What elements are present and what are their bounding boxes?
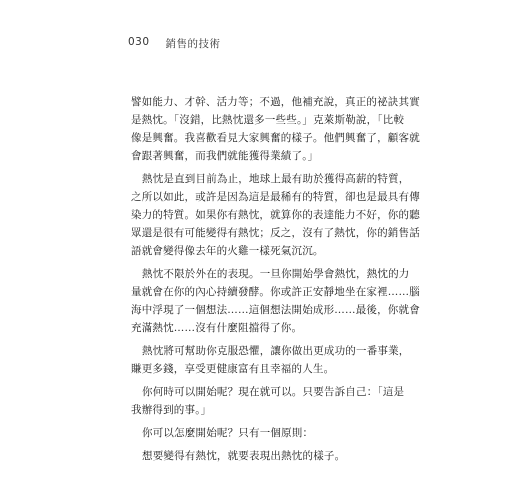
text-line: 熱忱是直到目前為止，地球上最有助於獲得高薪的特質，: [142, 173, 410, 185]
text-line: 眾還是很有可能變得有熱忱；反之，沒有了熱忱，你的銷售話: [131, 227, 420, 239]
text-line: 像是興奮。我喜歡看見大家興奮的樣子。他們興奮了，顧客就: [131, 132, 420, 144]
text-line: 量就會在你的內心持續發酵。你或許正安靜地坐在家裡……腦: [131, 286, 420, 298]
text-line: 是熱忱。「沒錯，比熱忱還多一些些。」克萊斯勒說，「比較: [131, 114, 405, 126]
text-line: 語就會變得像去年的火雞一樣死氣沉沉。: [131, 245, 324, 257]
text-line: 譬如能力、才幹、活力等；不過，他補充說，真正的祕訣其實: [131, 96, 420, 108]
page-header: [128, 36, 221, 51]
text-line: 會跟著興奮，而我們就能獲得業績了。」: [131, 150, 319, 162]
text-line: 賺更多錢，享受更健康富有且幸福的人生。: [131, 363, 335, 375]
paragraph: [131, 265, 420, 337]
text-line: 染力的特質。如果你有熱忱，就算你的表達能力不好，你的聽: [131, 209, 420, 221]
paragraph: [131, 383, 405, 419]
text-line: 你何時可以開始呢？現在就可以。只要告訴自己：「這是: [142, 386, 405, 398]
paragraph: [131, 93, 420, 165]
paragraph: [131, 342, 410, 378]
book-title: 銷售的技術: [165, 38, 221, 50]
page-number: 030: [128, 36, 150, 48]
text-line: 我辦得到的事。」: [131, 404, 212, 416]
text-line: 之所以如此，或許是因為這是最稀有的特質，卻也是最具有傳: [131, 191, 420, 203]
text-line: 想要變得有熱忱，就要表現出熱忱的樣子。: [142, 450, 346, 462]
text-line: 充滿熱忱……沒有什麼阻擋得了你。: [131, 322, 303, 334]
paragraph: [131, 170, 420, 260]
body-text: [131, 93, 420, 465]
paragraph: [131, 424, 396, 442]
paragraph: [131, 447, 396, 465]
text-line: 熱忱不限於外在的表現。一旦你開始學會熱忱，熱忱的力: [142, 268, 410, 280]
text-line: 熱忱將可幫助你克服恐懼，讓你做出更成功的一番事業，: [142, 345, 410, 357]
text-line: 你可以怎麼開始呢？只有一個原則：: [142, 427, 314, 439]
text-line: 海中浮現了一個想法……這個想法開始成形……最後，你就會: [131, 304, 420, 316]
